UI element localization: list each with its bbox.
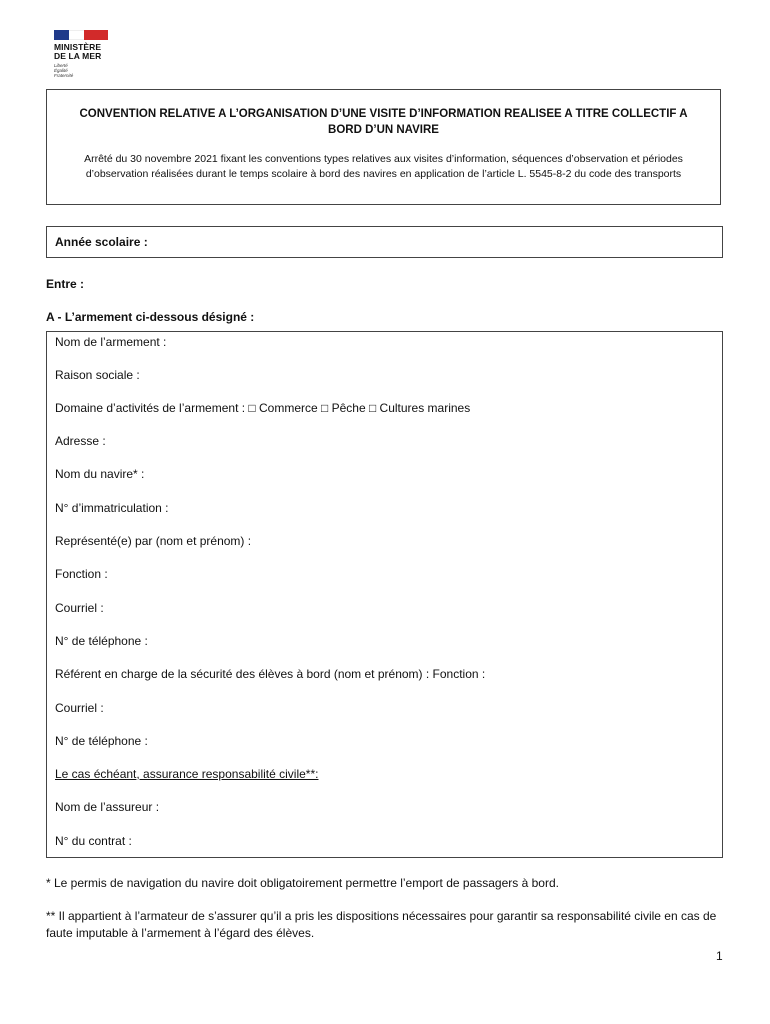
field-email: Courriel :	[55, 601, 104, 615]
field-insurer-name: Nom de l’assureur :	[55, 800, 160, 814]
field-activity-domain: Domaine d’activités de l’armement : □ Commerce □ Pêche □ Cultures marines	[55, 401, 471, 415]
field-legal-name: Raison sociale :	[55, 368, 140, 382]
field-company-name: Nom de l’armement :	[55, 335, 167, 349]
field-contract-number: N° du contrat :	[55, 834, 132, 848]
field-ship-name: Nom du navire* :	[55, 467, 145, 481]
republic-motto	[54, 63, 124, 78]
section-a-title: A - L’armement ci-dessous désigné :	[46, 310, 255, 324]
ministry-logo	[54, 30, 124, 78]
motto-line1: Liberté	[54, 63, 68, 68]
field-function: Fonction :	[55, 567, 108, 581]
footnote-1: * Le permis de navigation du navire doit obligatoirement permettre l’emport de passagers à bord.	[46, 876, 559, 890]
field-address: Adresse :	[55, 434, 106, 448]
field-safety-referent: Référent en charge de la sécurité des élèves à bord (nom et prénom) : Fonction :	[55, 667, 486, 681]
between-label: Entre :	[46, 277, 85, 291]
field-represented-by: Représenté(e) par (nom et prénom) :	[55, 534, 252, 548]
document-title: CONVENTION RELATIVE A L’ORGANISATION D’UNE VISITE D’INFORMATION REALISEE A TITRE COLLECTIF A BORD D’UN NAVIRE	[79, 108, 688, 136]
field-referent-phone: N° de téléphone :	[55, 734, 148, 748]
ministry-name-line2: DE LA MER	[54, 51, 102, 61]
french-flag-icon	[54, 30, 108, 40]
ministry-name-line1: MINISTÈRE	[54, 42, 102, 52]
field-registration-number: N° d’immatriculation :	[55, 501, 169, 515]
school-year-label: Année scolaire :	[55, 235, 148, 249]
field-phone: N° de téléphone :	[55, 634, 148, 648]
school-year-box	[46, 226, 723, 258]
motto-line2: Égalité	[54, 68, 68, 73]
field-insurance-heading: Le cas échéant, assurance responsabilité civile**:	[55, 767, 319, 781]
ministry-name	[54, 43, 124, 61]
field-referent-email: Courriel :	[55, 701, 104, 715]
document-subtitle: Arrêté du 30 novembre 2021 fixant les conventions types relatives aux visites d’information, séquences d’observation et périodes d’observation réalisées durant le temps scolaire à bord des navires en application de l’article L. 5545-8-2 du code des transports	[84, 153, 683, 180]
shipowner-form-box	[46, 331, 723, 858]
page-number: 1	[716, 949, 723, 963]
footnote-2: ** Il appartient à l’armateur de s’assurer qu’il a pris les dispositions nécessaires pour garantir sa responsabilité civile en cas de faute imputable à l’armement à l’égard des élèves.	[46, 909, 717, 940]
title-box	[46, 89, 721, 205]
motto-line3: Fraternité	[54, 73, 74, 78]
